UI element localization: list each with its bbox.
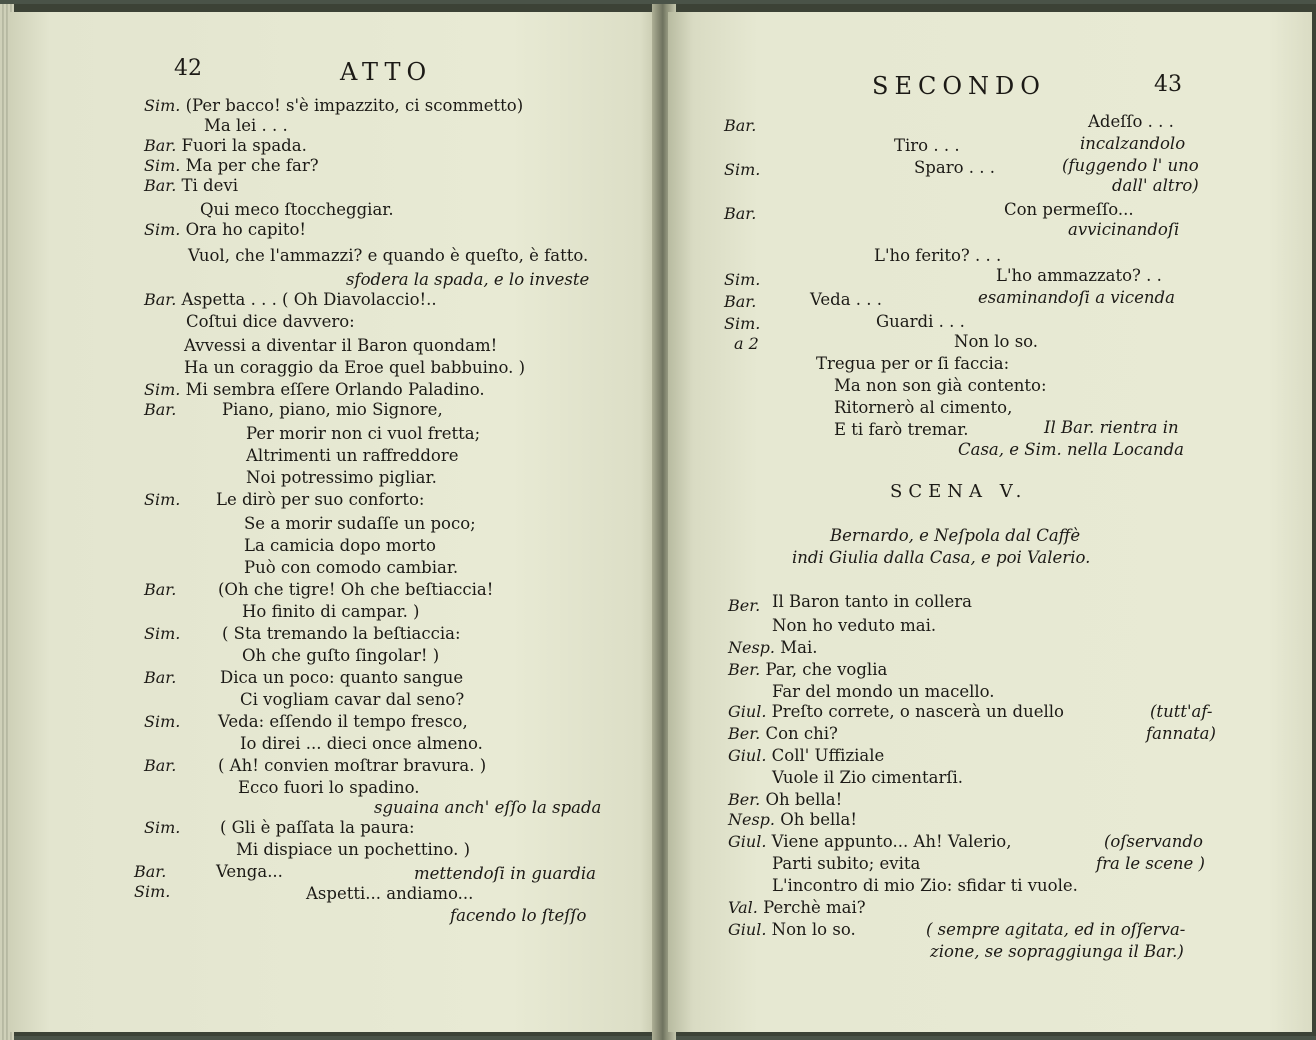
text-line: L'ho ammazzato? . .	[996, 266, 1162, 285]
stage-direction: Il Bar. rientra in	[1044, 418, 1179, 437]
stage-direction: ( sempre agitata, ed in oſſerva-	[926, 920, 1186, 939]
text-line: Piano, piano, mio Signore,	[222, 400, 443, 419]
text-line: Avvessi a diventar il Baron quondam!	[184, 336, 498, 355]
text-line: Sim.	[144, 490, 181, 509]
stage-direction: sguaina anch' eſſo la spada	[374, 798, 602, 817]
text-line: Mi dispiace un pochettino. )	[236, 840, 471, 859]
stage-direction: sfodera la spada, e lo investe	[346, 270, 590, 289]
text-line: Io direi ... dieci once almeno.	[240, 734, 483, 753]
text-line: Sim. Ma per che far?	[144, 156, 319, 175]
text-line: Noi potressimo pigliar.	[246, 468, 437, 487]
text-line: Parti subito; evita	[772, 854, 921, 873]
stage-direction: (tutt'af-	[1150, 702, 1213, 721]
text-line: Nesp. Oh bella!	[728, 810, 858, 829]
text-line: Bar.	[134, 862, 167, 881]
stage-direction: Casa, e Sim. nella Locanda	[958, 440, 1185, 459]
text-line: Tregua per or ſi faccia:	[816, 354, 1010, 373]
text-line: Sim.	[724, 314, 761, 333]
stage-direction: avvicinandoſi	[1068, 220, 1180, 239]
text-line: Nesp. Mai.	[728, 638, 818, 657]
text-line: Ecco fuori lo spadino.	[238, 778, 420, 797]
text-line: Ma non son già contento:	[834, 376, 1047, 395]
text-line: Giul. Coll' Uffiziale	[728, 746, 885, 765]
page-number: 42	[174, 56, 202, 81]
text-line: Veda . . .	[810, 290, 883, 309]
text-line: Bar.	[144, 580, 177, 599]
stage-direction: (fuggendo l' uno	[1062, 156, 1199, 175]
running-head: SECONDO	[872, 72, 1046, 100]
stage-direction: indi Giulia dalla Casa, e poi Valerio.	[792, 548, 1091, 567]
text-line: Le dirò per suo conforto:	[216, 490, 425, 509]
text-line: La camicia dopo morto	[244, 536, 436, 555]
text-line: Guardi . . .	[876, 312, 965, 331]
text-line: Bar. Ti devi	[144, 176, 238, 195]
text-line: Sim. Mi sembra eſſere Orlando Paladino.	[144, 380, 485, 399]
text-line: ( Ah! convien moſtrar bravura. )	[218, 756, 487, 775]
text-line: Far del mondo un macello.	[772, 682, 995, 701]
scene-heading: SCENA V.	[890, 481, 1028, 502]
text-line: Ber. Par, che voglia	[728, 660, 888, 679]
text-line: Bar.	[144, 668, 177, 687]
text-line: E ti farò tremar.	[834, 420, 969, 439]
text-line: Sim. Ora ho capito!	[144, 220, 307, 239]
text-line: Bar.	[724, 292, 757, 311]
text-line: Bar.	[144, 756, 177, 775]
text-line: Altrimenti un raffreddore	[246, 446, 459, 465]
text-line: Venga...	[216, 862, 283, 881]
text-line: L'incontro di mio Zio: sfidar ti vuole.	[772, 876, 1078, 895]
text-line: (Oh che tigre! Oh che beſtiaccia!	[218, 580, 494, 599]
stage-direction: (oſservando	[1104, 832, 1203, 851]
text-line: Oh che guſto ſingolar! )	[242, 646, 440, 665]
text-line: Non lo so.	[954, 332, 1039, 351]
text-line: ( Sta tremando la beſtiaccia:	[222, 624, 461, 643]
text-line: Bar.	[144, 400, 177, 419]
text-line: Ma lei . . .	[204, 116, 288, 135]
text-line: Sim.	[144, 624, 181, 643]
running-head: ATTO	[340, 58, 433, 86]
text-line: Qui meco ſtoccheggiar.	[200, 200, 394, 219]
text-line: Bar.	[724, 204, 757, 223]
stage-direction: dall' altro)	[1112, 176, 1199, 195]
text-line: Ritornerò al cimento,	[834, 398, 1013, 417]
text-line: Ber.	[728, 596, 761, 615]
stage-direction: facendo lo ſteſſo	[450, 906, 587, 925]
text-line: Giul. Viene appunto... Ah! Valerio,	[728, 832, 1012, 851]
stage-direction: incalzandolo	[1080, 134, 1186, 153]
text-line: Sim.	[724, 270, 761, 289]
text-line: Bar. Fuori la spada.	[144, 136, 307, 155]
text-line: Bar. Aspetta . . . ( Oh Diavolaccio!..	[144, 290, 437, 309]
text-line: Giul. Non lo so.	[728, 920, 856, 939]
page-number: 43	[1154, 72, 1182, 97]
text-line: Bar.	[724, 116, 757, 135]
text-line: Con permeſſo...	[1004, 200, 1134, 219]
stage-direction: Bernardo, e Neſpola dal Caffè	[830, 526, 1081, 545]
right-page	[668, 12, 1312, 1032]
text-line: Coſtui dice davvero:	[186, 312, 355, 331]
text-line: Il Baron tanto in collera	[772, 592, 972, 611]
text-line: Giul. Preſto correte, o nascerà un duello	[728, 702, 1064, 721]
text-line: Sim.	[144, 818, 181, 837]
text-line: Val. Perchè mai?	[728, 898, 866, 917]
text-line: ( Gli è paſſata la paura:	[220, 818, 415, 837]
text-line: Non ho veduto mai.	[772, 616, 937, 635]
stage-direction: fra le scene )	[1096, 854, 1205, 873]
text-line: Tiro . . .	[894, 136, 960, 155]
text-line: Ha un coraggio da Eroe quel babbuino. )	[184, 358, 526, 377]
stage-direction: zione, se sopraggiunga il Bar.)	[930, 942, 1184, 961]
text-line: Sparo . . .	[914, 158, 995, 177]
book-spread	[0, 4, 1316, 1036]
text-line: Vuole il Zio cimentarſi.	[772, 768, 963, 787]
text-line: Ci vogliam cavar dal seno?	[240, 690, 465, 709]
text-line: Sim.	[144, 712, 181, 731]
text-line: Ber. Con chi?	[728, 724, 838, 743]
text-line: L'ho ferito? . . .	[874, 246, 1002, 265]
left-page	[10, 12, 662, 1032]
text-line: a 2	[734, 334, 759, 353]
text-line: Veda: eſſendo il tempo fresco,	[218, 712, 468, 731]
text-line: Può con comodo cambiar.	[244, 558, 459, 577]
text-line: Adeſſo . . .	[1088, 112, 1174, 131]
stage-direction: fannata)	[1146, 724, 1216, 743]
text-line: Se a morir sudaſſe un poco;	[244, 514, 476, 533]
text-line: Dica un poco: quanto sangue	[220, 668, 464, 687]
text-line: Aspetti... andiamo...	[306, 884, 474, 903]
text-line: Sim. (Per bacco! s'è impazzito, ci scommetto)	[144, 96, 524, 115]
text-line: Sim.	[724, 160, 761, 179]
text-line: Per morir non ci vuol fretta;	[246, 424, 481, 443]
text-line: Ho finito di campar. )	[242, 602, 420, 621]
text-line: Ber. Oh bella!	[728, 790, 843, 809]
stage-direction: mettendoſi in guardia	[414, 864, 596, 883]
text-line: Sim.	[134, 882, 171, 901]
stage-direction: esaminandoſi a vicenda	[978, 288, 1175, 307]
text-line: Vuol, che l'ammazzi? e quando è queſto, è fatto.	[188, 246, 589, 265]
